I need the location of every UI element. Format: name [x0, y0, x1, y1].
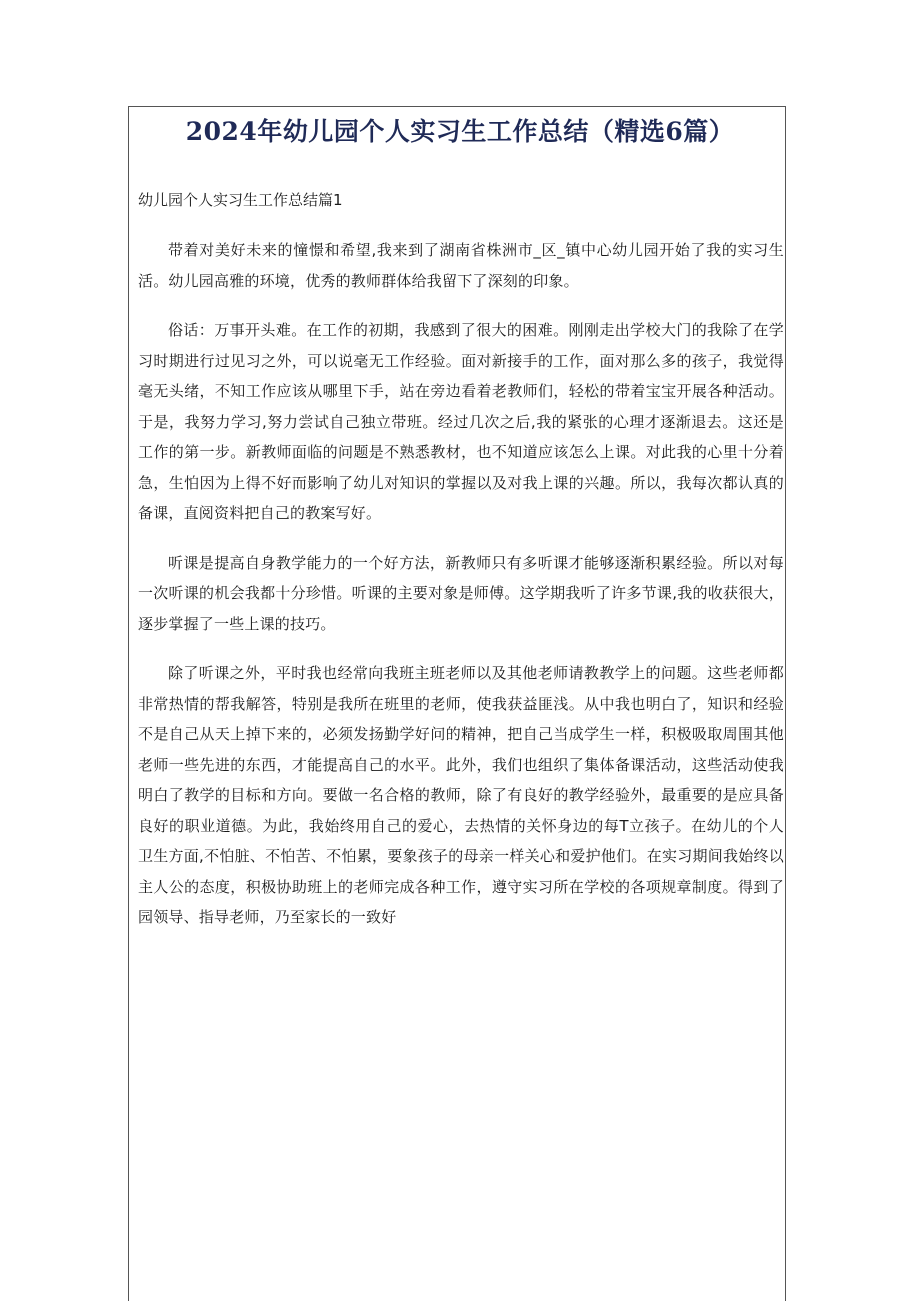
paragraph-2: 俗话：万事开头难。在工作的初期，我感到了很大的困难。刚刚走出学校大门的我除了在学习时期进行过见习之外，可以说毫无工作经验。面对新接手的工作，面对那么多的孩子，我觉得毫无头绪，不知工作应该从哪里下手，站在旁边看着老教师们，轻松的带着宝宝开展各种活动。于是，我努力学习,努力尝试自己独立带班。经过几次之后,我的紧张的心理才逐渐退去。这还是工作的第一步。新教师面临的问题是不熟悉教材，也不知道应该怎么上课。对此我的心里十分着急，生怕因为上得不好而影响了幼儿对知识的掌握以及对我上课的兴趣。所以，我每次都认真的备课，直阅资料把自己的教案写好。 — [138, 321, 784, 522]
document-title: 2024年幼儿园个人实习生工作总结（精选6篇） — [185, 117, 735, 146]
paragraph-1: 带着对美好未来的憧憬和希望,我来到了湖南省株洲市_区_镇中心幼儿园开始了我的实习生活。幼儿园高雅的环境，优秀的教师群体给我留下了深刻的印象。 — [138, 241, 784, 290]
section-heading: 幼儿园个人实习生工作总结篇1 — [138, 191, 343, 209]
paragraph-4: 除了听课之外，平时我也经常向我班主班老师以及其他老师请教教学上的问题。这些老师都非常热情的帮我解答，特别是我所在班里的老师，使我获益匪浅。从中我也明白了，知识和经验不是自己从天上掉下来的，必须发扬勤学好问的精神，把自己当成学生一样，积极吸取周围其他老师一些先进的东西，才能提高自己的水平。此外，我们也组织了集体备课活动，这些活动使我明白了教学的目标和方向。要做一名合格的教师，除了有良好的教学经验外，最重要的是应具备良好的职业道德。为此，我始终用自己的爱心，去热情的关怀身边的每T立孩子。在幼儿的个人卫生方面,不怕脏、不怕苦、不怕累，要象孩子的母亲一样关心和爱护他们。在实习期间我始终以主人公的态度，积极协助班上的老师完成各种工作，遵守实习所在学校的各项规章制度。得到了园领导、指导老师，乃至家长的一致好 — [138, 664, 784, 926]
document-body — [138, 235, 784, 952]
paragraph-3: 听课是提高自身教学能力的一个好方法，新教师只有多听课才能够逐渐积累经验。所以对每一次听课的机会我都十分珍惜。听课的主要对象是师傅。这学期我听了许多节课,我的收获很大，逐步掌握了一些上课的技巧。 — [138, 553, 784, 633]
